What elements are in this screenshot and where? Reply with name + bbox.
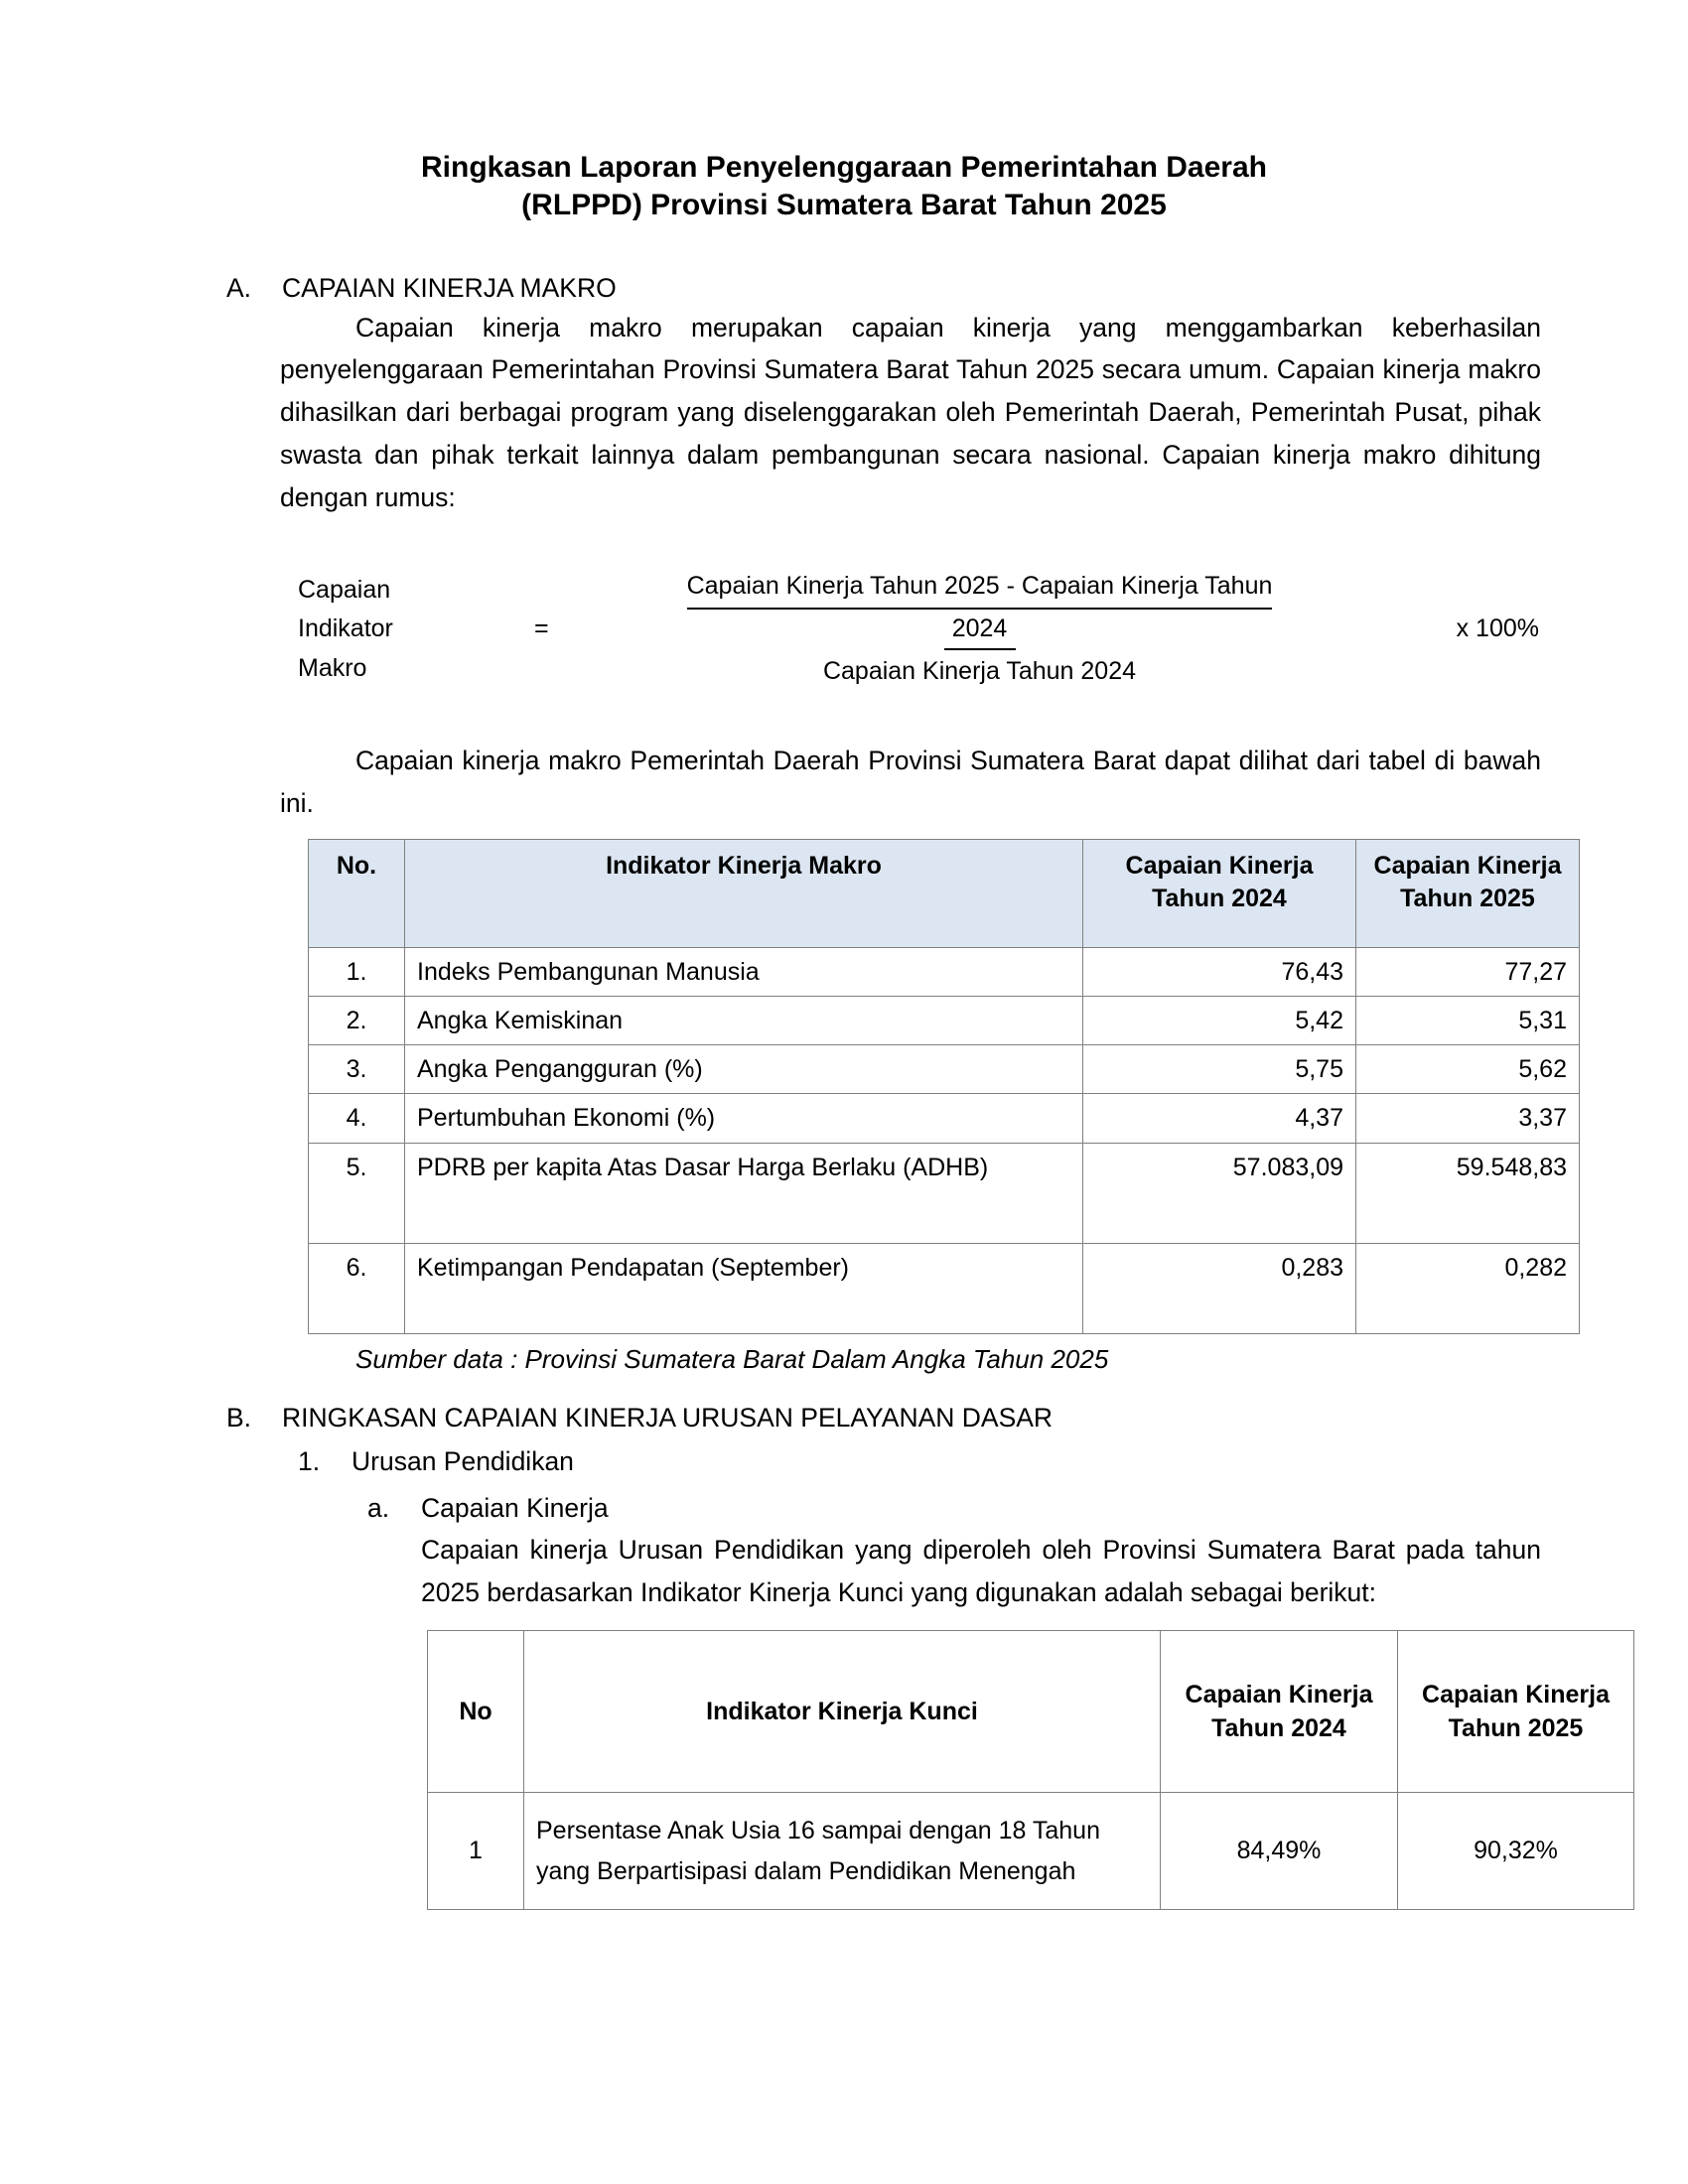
table-row (309, 1243, 1580, 1333)
table-makro-cell-indikator: Angka Pengangguran (%) (405, 1045, 1083, 1094)
table-makro-cell-2024: 5,75 (1083, 1045, 1356, 1094)
table-makro-cell-2025: 77,27 (1356, 947, 1580, 996)
table-makro-cell-indikator: Angka Kemiskinan (405, 996, 1083, 1044)
table-makro-cell-2025: 59.548,83 (1356, 1143, 1580, 1243)
table-row (309, 1045, 1580, 1094)
table-makro-cell-no: 2. (309, 996, 405, 1044)
section-b-item-1a (0, 1488, 1688, 1529)
table-makro-cell-indikator: Indeks Pembangunan Manusia (405, 947, 1083, 996)
table-ikk-wrapper (0, 1630, 1688, 1910)
table-row (309, 947, 1580, 996)
table-makro-cell-2024: 5,42 (1083, 996, 1356, 1044)
formula-equals-sign: = (534, 614, 549, 643)
section-a-title: CAPAIAN KINERJA MAKRO (282, 272, 617, 303)
formula-lhs-line-2: Indikator (298, 614, 393, 643)
table-row (309, 1143, 1580, 1243)
table-makro-cell-indikator: Pertumbuhan Ekonomi (%) (405, 1094, 1083, 1143)
table-makro-cell-no: 3. (309, 1045, 405, 1094)
table-makro-cell-2024: 4,37 (1083, 1094, 1356, 1143)
table-row (428, 1793, 1634, 1910)
formula-block (0, 567, 1688, 692)
section-a-heading (0, 271, 1688, 307)
table-makro-source-note: Sumber data : Provinsi Sumatera Barat Dalam Angka Tahun 2025 (355, 1343, 1109, 1374)
section-b-heading (0, 1401, 1688, 1436)
table-makro-cell-2025: 5,31 (1356, 996, 1580, 1044)
table-makro-cell-2024: 0,283 (1083, 1243, 1356, 1333)
table-ikk-cell-no: 1 (428, 1793, 524, 1910)
table-makro-header-no: No. (309, 839, 405, 947)
formula-multiplier: x 100% (1456, 614, 1539, 643)
table-ikk-header-2024: Capaian Kinerja Tahun 2024 (1161, 1631, 1398, 1793)
table-makro-cell-2025: 5,62 (1356, 1045, 1580, 1094)
table-makro-cell-2024: 76,43 (1083, 947, 1356, 996)
table-makro-wrapper (0, 839, 1688, 1334)
section-b-title: RINGKASAN CAPAIAN KINERJA URUSAN PELAYANAN DASAR (282, 1402, 1054, 1433)
section-b-item-1a-label: Capaian Kinerja (421, 1493, 609, 1524)
section-a-paragraph-2: Capaian kinerja makro Pemerintah Daerah Provinsi Sumatera Barat dapat dilihat dari tabel di bawah ini. (280, 745, 1541, 818)
section-a-marker: A. (226, 272, 252, 303)
table-ikk-cell-indikator: Persentase Anak Usia 16 sampai dengan 18 Tahun yang Berpartisipasi dalam Pendidikan Menengah (524, 1793, 1161, 1910)
table-row (309, 1094, 1580, 1143)
table-makro-cell-no: 6. (309, 1243, 405, 1333)
section-b-marker: B. (226, 1402, 252, 1433)
table-ikk-header-indikator: Indikator Kinerja Kunci (524, 1631, 1161, 1793)
table-ikk-header-2025: Capaian Kinerja Tahun 2025 (1398, 1631, 1634, 1793)
table-ikk (427, 1630, 1634, 1910)
table-ikk-header-row (428, 1631, 1634, 1793)
table-makro-header-2024: Capaian Kinerja Tahun 2024 (1083, 839, 1356, 947)
table-makro-header-row (309, 839, 1580, 947)
section-b-item-1-label: Urusan Pendidikan (352, 1446, 574, 1477)
table-makro-header-2025: Capaian Kinerja Tahun 2025 (1356, 839, 1580, 947)
table-makro-cell-2024: 57.083,09 (1083, 1143, 1356, 1243)
table-makro-cell-2025: 0,282 (1356, 1243, 1580, 1333)
table-makro-cell-no: 5. (309, 1143, 405, 1243)
title-line-1: Ringkasan Laporan Penyelenggaraan Pemerintahan Daerah (421, 151, 1267, 184)
section-b-item-1a-paragraph: Capaian kinerja Urusan Pendidikan yang diperoleh oleh Provinsi Sumatera Barat pada tahun 2025 berdasarkan Indikator Kinerja Kunci yang digunakan adalah sebagai berikut: (421, 1535, 1541, 1608)
table-row (309, 996, 1580, 1044)
table-ikk-cell-2024: 84,49% (1161, 1793, 1398, 1910)
formula-lhs-line-1: Capaian (298, 575, 391, 604)
table-ikk-cell-2025: 90,32% (1398, 1793, 1634, 1910)
section-b-item-1-marker: 1. (298, 1446, 321, 1477)
section-b-item-1a-marker: a. (367, 1493, 390, 1524)
formula-left-side (298, 571, 534, 689)
table-ikk-header-no: No (428, 1631, 524, 1793)
table-makro-cell-indikator: PDRB per kapita Atas Dasar Harga Berlaku (ADHB) (405, 1143, 1083, 1243)
table-makro-cell-no: 4. (309, 1094, 405, 1143)
title-line-2: (RLPPD) Provinsi Sumatera Barat Tahun 2025 (521, 189, 1167, 222)
formula-denominator: Capaian Kinerja Tahun 2024 (822, 657, 1137, 686)
formula-numerator-line-2: 2024 (944, 610, 1016, 651)
formula-fraction (584, 567, 1375, 692)
table-makro-cell-no: 1. (309, 947, 405, 996)
page-title (0, 0, 1688, 225)
table-makro-cell-2025: 3,37 (1356, 1094, 1580, 1143)
section-a-paragraph-1: Capaian kinerja makro merupakan capaian kinerja yang menggambarkan keberhasilan penyelenggaraan Pemerintahan Provinsi Sumatera Barat Tahun 2025 secara umum. Capaian kinerja makro dihasilkan dari berbagai program yang diselenggarakan oleh Pemerintah Daerah, Pemerintah Pusat, pihak swasta dan pihak terkait lainnya dalam pembangunan secara nasional. Capaian kinerja makro dihitung dengan rumus: (280, 312, 1541, 513)
formula-lhs-line-3: Makro (298, 653, 367, 682)
table-makro-header-indikator: Indikator Kinerja Makro (405, 839, 1083, 947)
table-makro (308, 839, 1580, 1334)
table-makro-cell-indikator: Ketimpangan Pendapatan (September) (405, 1243, 1083, 1333)
section-b-item-1 (0, 1441, 1688, 1482)
formula-numerator-line-1: Capaian Kinerja Tahun 2025 - Capaian Kinerja Tahun (687, 567, 1273, 610)
